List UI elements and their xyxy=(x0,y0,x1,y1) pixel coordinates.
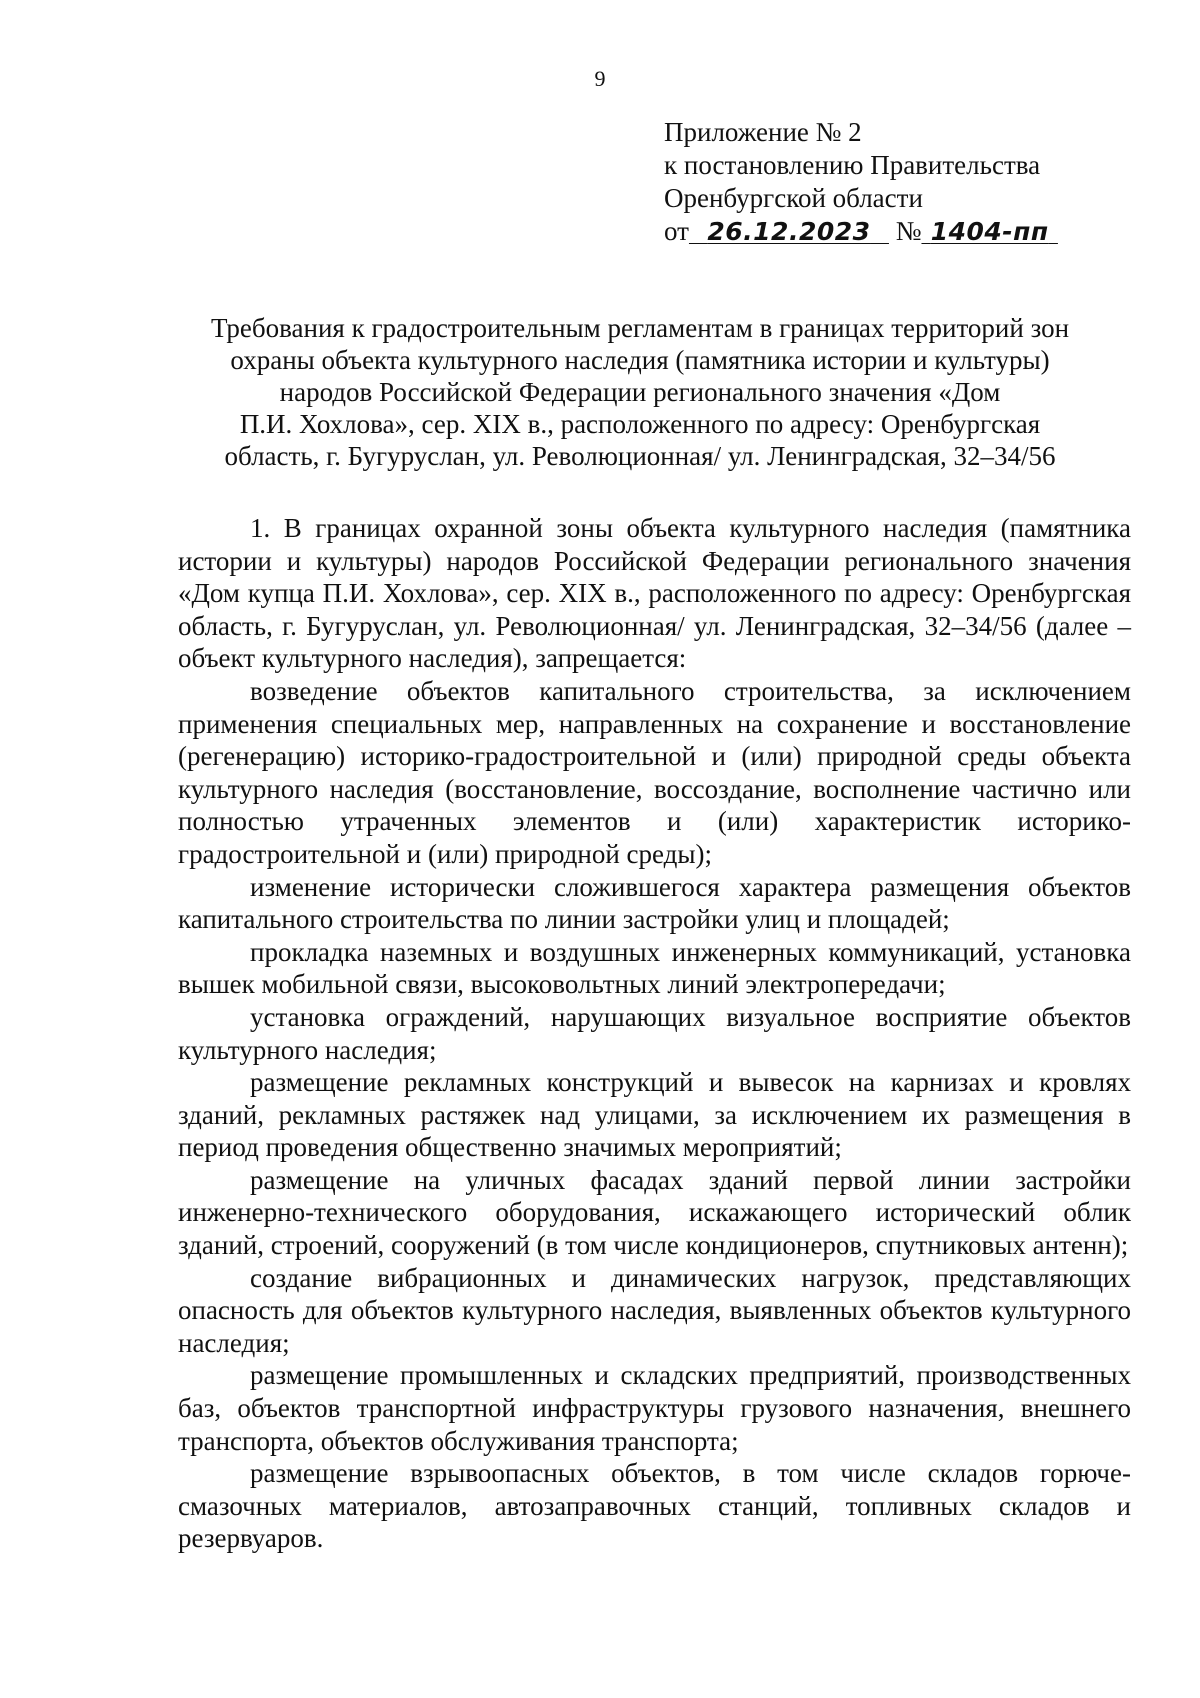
paragraph-7: размещение на уличных фасадах зданий первой линии застройки инженерно-технического оборудования, искажающего исторический облик зданий, строений, сооружений (в том числе кондиционеров, спутниковых антенн); xyxy=(178,1164,1131,1261)
paragraph-6: размещение рекламных конструкций и вывесок на карнизах и кровлях зданий, рекламных растяжек над улицами, за исключением их размещения в период проведения общественно значимых мероприятий; xyxy=(178,1067,1131,1163)
appendix-region: Оренбургской области xyxy=(664,183,923,213)
paragraph-8: создание вибрационных и динамических нагрузок, представляющих опасность для объектов культурного наследия, выявленных объектов культурного наследия; xyxy=(178,1262,1131,1358)
paragraph-10: размещение взрывоопасных объектов, в том числе складов горюче-смазочных материалов, автозаправочных станций, топливных складов и резервуаров. xyxy=(178,1458,1131,1554)
title-line-2: охраны объекта культурного наследия (памятника истории и культуры) xyxy=(230,345,1050,375)
number-prefix: № xyxy=(895,216,922,246)
paragraph-2: возведение объектов капитального строительства, за исключением применения специальных мер, направленных на сохранение и восстановление (регенерацию) историко-градостроительной и (или) природной среды объекта культурного наследия (восстановление, воссоздание, восполнение частично или полностью утраченных элементов и (или) характеристик историко-градостроительной и (или) природной среды); xyxy=(178,675,1131,869)
paragraph-9: размещение промышленных и складских предприятий, производственных баз, объектов транспортной инфраструктуры грузового назначения, внешнего транспорта, объектов обслуживания транспорта; xyxy=(178,1360,1131,1456)
handwritten-number: 1404-пп xyxy=(930,217,1049,246)
handwritten-date: 26.12.2023 xyxy=(707,217,871,246)
appendix-resolution-ref: к постановлению Правительства xyxy=(664,150,1041,180)
page-number: 9 xyxy=(594,66,606,91)
paragraph-1: 1. В границах охранной зоны объекта культурного наследия (памятника истории и культуры) народов Российской Федерации регионального значения «Дом купца П.И. Хохлова», сер. XIX в., расположенного по адресу: Оренбургская область, г. Бугуруслан, ул. Революционная/ ул. Ленинградская, 32–34/56 (далее – объект культурного наследия), запрещается: xyxy=(178,513,1131,674)
document-body xyxy=(178,512,1131,1555)
appendix-date-number-line xyxy=(664,215,1058,248)
paragraph-3: изменение исторически сложившегося характера размещения объектов капитального строительства по линии застройки улиц и площадей; xyxy=(178,871,1131,935)
title-line-1: Требования к градостроительным регламентам в границах территорий зон xyxy=(210,313,1070,343)
appendix-label: Приложение № 2 xyxy=(664,117,862,147)
title-line-4: П.И. Хохлова», сер. XIX в., расположенного по адресу: Оренбургская xyxy=(239,409,1041,439)
paragraph-4: прокладка наземных и воздушных инженерных коммуникаций, установка вышек мобильной связи, высоковольтных линий электропередачи; xyxy=(178,936,1131,1000)
appendix-header xyxy=(664,116,1058,248)
date-prefix: от xyxy=(664,216,689,246)
title-line-3: народов Российской Федерации регионального значения «Дом xyxy=(279,377,1001,407)
document-title xyxy=(170,312,1110,472)
title-line-5: область, г. Бугуруслан, ул. Революционная/ ул. Ленинградская, 32–34/56 xyxy=(224,441,1056,471)
paragraph-5: установка ограждений, нарушающих визуальное восприятие объектов культурного наследия; xyxy=(178,1001,1131,1065)
